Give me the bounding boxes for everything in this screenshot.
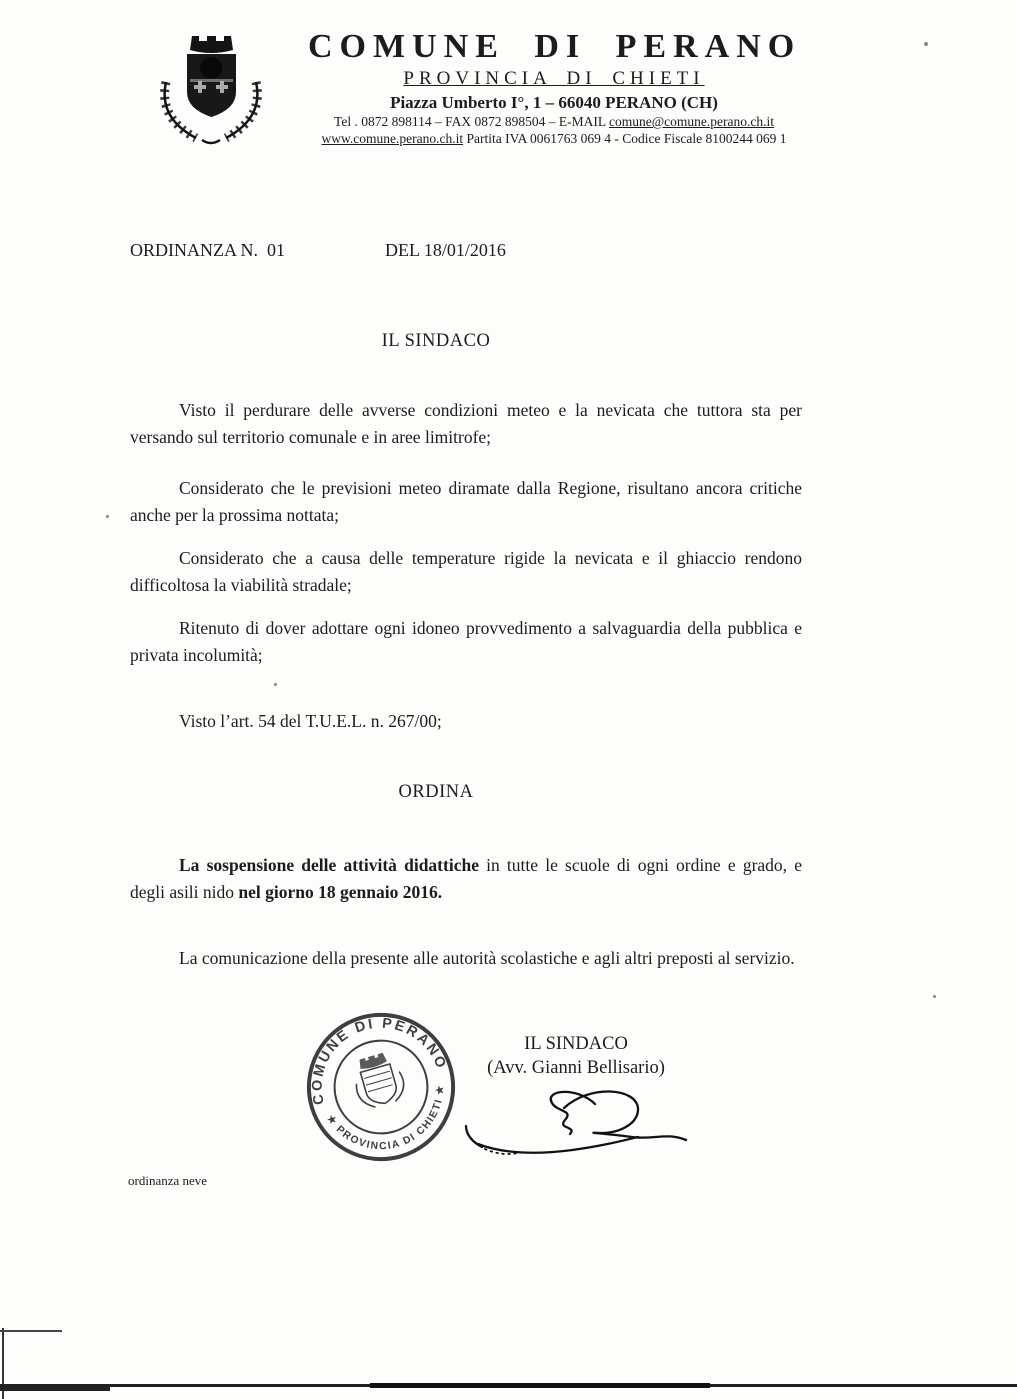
recital-paragraph: Ritenuto di dover adottare ogni idoneo provvedimento a salvaguardia della pubblica e privata incolumità; bbox=[130, 618, 802, 665]
scan-noise-speck bbox=[274, 683, 277, 686]
letterhead bbox=[308, 30, 800, 147]
scan-edge-horizontal-line bbox=[370, 1383, 710, 1388]
email-text: comune@comune.perano.ch.it bbox=[608, 114, 774, 129]
svg-text:★ PROVINCIA DI CHIETI ★ bbox=[323, 1081, 460, 1167]
order-bold-lead: La sospensione delle attività didattiche bbox=[179, 855, 479, 875]
signature-role: IL SINDACO bbox=[524, 1034, 628, 1054]
stamp-bottom-text: ★ PROVINCIA DI CHIETI ★ bbox=[324, 1083, 447, 1153]
stamp-crest bbox=[349, 1050, 408, 1111]
fiscal-line bbox=[308, 131, 800, 147]
municipality-name: COMUNE DI PERANO bbox=[308, 28, 802, 65]
scan-noise-speck bbox=[933, 995, 936, 998]
tel-fax-text: Tel . 0872 898114 – FAX 0872 898504 – E-MAIL bbox=[334, 114, 609, 129]
order-heading: ORDINA bbox=[398, 782, 474, 802]
legal-reference: Visto l’art. 54 del T.U.E.L. n. 267/00; bbox=[179, 711, 442, 731]
ordinance-header-line bbox=[130, 240, 802, 261]
scan-noise-speck bbox=[924, 42, 928, 46]
issuer-heading: IL SINDACO bbox=[381, 331, 491, 351]
scan-edge-segment bbox=[0, 1330, 62, 1332]
handwritten-signature-icon bbox=[460, 1082, 692, 1162]
stamp-top-text: COMUNE DI PERANO bbox=[309, 1015, 450, 1106]
recital-paragraph: Considerato che a causa delle temperature rigide la nevicata e il ghiaccio rendono difficoltosa la viabilità stradale; bbox=[130, 548, 802, 595]
recital-paragraph: Considerato che le previsioni meteo diramate dalla Regione, risultano ancora critiche anche per la prossima nottata; bbox=[130, 478, 802, 525]
recital-paragraph: Visto il perdurare delle avverse condizioni meteo e la nevicata che tuttora sta per versando sul territorio comunale e in aree limitrofe; bbox=[130, 400, 802, 447]
contact-line bbox=[308, 114, 800, 130]
official-stamp-icon bbox=[283, 989, 478, 1184]
order-paragraph bbox=[130, 852, 802, 905]
communication-paragraph: La comunicazione della presente alle autorità scolastiche e agli altri preposti al servizio. bbox=[179, 948, 795, 968]
footer-note: ordinanza neve bbox=[128, 1173, 208, 1188]
ordinance-date: DEL 18/01/2016 bbox=[385, 240, 506, 260]
signature-name: (Avv. Gianni Bellisario) bbox=[487, 1058, 665, 1078]
address-line: Piazza Umberto I°, 1 – 66040 PERANO (CH) bbox=[390, 93, 718, 112]
province-name: PROVINCIA DI CHIETI bbox=[403, 68, 705, 89]
order-middle-text: in tutte le scuole di ogni ordine e grado, e degli asili nido bbox=[130, 855, 802, 902]
scan-noise-speck bbox=[106, 515, 109, 518]
website-text: www.comune.perano.ch.it bbox=[321, 131, 464, 146]
scan-edge-horizontal-line bbox=[0, 1386, 110, 1391]
coat-of-arms-icon bbox=[146, 24, 276, 154]
order-bold-date: nel giorno 18 gennaio 2016. bbox=[238, 881, 443, 902]
vat-fiscal-text: Partita IVA 0061763 069 4 - Codice Fiscale 8100244 069 1 bbox=[463, 131, 787, 146]
signature-block bbox=[466, 1034, 686, 1079]
ordinance-number: ORDINANZA N. 01 bbox=[130, 240, 285, 260]
